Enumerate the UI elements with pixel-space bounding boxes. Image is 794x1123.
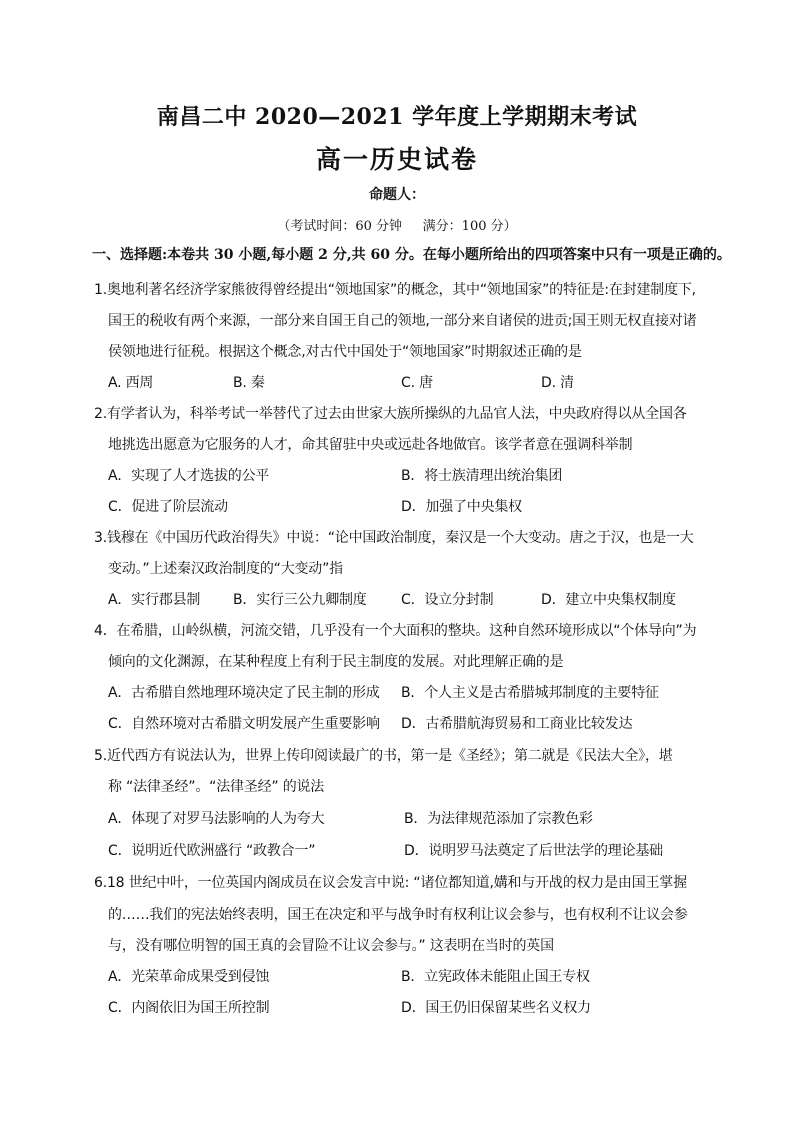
question-2-option-d: D．加强了中央集权 [401,499,522,515]
question-4-option-d: D．古希腊航海贸易和工商业比较发达 [401,716,633,732]
question-6-option-d: D．国王仍旧保留某些名义权力 [401,1000,591,1016]
question-4-line-2: 倾向的文化渊源，在某种程度上有利于民主制度的发展。对此理解正确的是 [108,654,564,670]
question-2-option-a: A．实现了人才选拔的公平 [108,468,270,484]
question-3-option-a: A．实行郡县制 [108,592,201,608]
question-1-option-b: B. 秦 [233,375,265,391]
section-heading: 一、选择题:本卷共 30 小题,每小题 2 分,共 60 分。在每小题所给出的四项答案中只有一项是正确的。 [92,247,731,263]
question-1-option-a: A. 西周 [108,375,154,391]
question-3-line-1: 3.钱穆在《中国历代政治得失》中说：“论中国政治制度，秦汉是一个大变动。唐之于汉，也是一大 [94,530,694,546]
question-3-option-c: C．设立分封制 [401,592,494,608]
question-1-option-c: C. 唐 [401,375,433,391]
question-5-option-a: A．体现了对罗马法影响的人为夸大 [108,811,325,827]
question-6-line-1: 6.18 世纪中叶，一位英国内阁成员在议会发言中说: “诸位都知道,媾和与开战的权力是由国王掌握 [94,875,687,891]
question-4-option-b: B．个人主义是古希腊城邦制度的主要特征 [401,685,659,701]
question-5-option-c: C．说明近代欧洲盛行 “政教合一” [108,843,316,859]
question-5-option-d: D．说明罗马法奠定了后世法学的理论基础 [404,843,663,859]
question-3-option-d: D．建立中央集权制度 [541,592,676,608]
question-2-line-1: 2.有学者认为，科举考试一举替代了过去由世家大族所操纵的九品官人法，中央政府得以从全国各 [94,406,687,422]
question-1-option-d: D. 清 [541,375,574,391]
question-5-option-b: B．为法律规范添加了宗教色彩 [404,811,593,827]
question-6-option-a: A．光荣革命成果受到侵蚀 [108,969,270,985]
question-4-option-c: C．自然环境对古希腊文明发展产生重要影响 [108,716,380,732]
question-5-line-2: 称 “法律圣经”。“法律圣经” 的说法 [108,779,325,795]
exam-title: 南昌二中 2020—2021 学年度上学期期末考试 [156,104,638,130]
question-2-option-c: C．促进了阶层流动 [108,499,228,515]
question-2-option-b: B．将士族清理出统治集团 [401,468,563,484]
question-4-option-a: A．古希腊自然地理环境决定了民主制的形成 [108,685,380,701]
question-6-option-b: B．立宪政体未能阻止国王专权 [401,969,590,985]
question-6-option-c: C．内阁依旧为国王所控制 [108,1000,270,1016]
author-label: 命题人： [369,187,425,203]
question-1-line-2: 国王的税收有两个来源，一部分来自国王自己的领地,一部分来自诸侯的进贡;国王则无权直接对诸 [108,313,697,329]
question-3-line-2: 变动。”上述秦汉政治制度的“大变动”指 [108,561,343,577]
question-6-line-3: 与，没有哪位明智的国王真的会冒险不让议会参与。” 这表明在当时的英国 [108,938,554,954]
question-2-line-2: 地挑选出愿意为它服务的人才，命其留驻中央或远赴各地做官。该学者意在强调科举制 [108,437,633,453]
question-1-line-3: 侯领地进行征税。根据这个概念,对古代中国处于“领地国家”时期叙述正确的是 [108,344,582,360]
question-3-option-b: B．实行三公九卿制度 [233,592,367,608]
exam-info: （考试时间：60 分钟 满分：100 分） [277,219,517,234]
question-5-line-1: 5.近代西方有说法认为，世界上传印阅读最广的书，第一是《圣经》；第二就是《民法大全》，堪 [94,748,673,764]
exam-subtitle: 高一历史试卷 [315,145,478,174]
question-4-line-1: 4．在希腊，山岭纵横，河流交错，几乎没有一个大面积的整块。这种自然环境形成以“个体导向”为 [94,623,697,639]
question-1-line-1: 1.奥地利著名经济学家熊彼得曾经提出“领地国家”的概念，其中“领地国家”的特征是:在封建制度下, [94,282,696,298]
question-6-line-2: 的……我们的宪法始终表明，国王在决定和平与战争时有权利让议会参与，也有权利不让议会参 [108,907,688,923]
